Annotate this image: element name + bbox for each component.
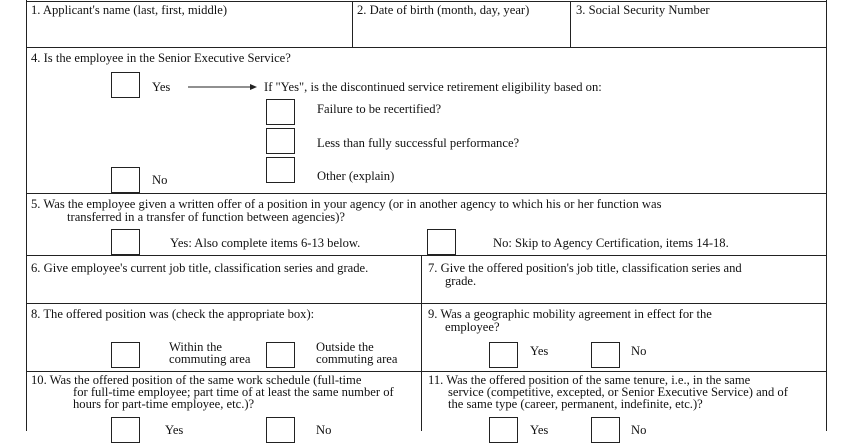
date-of-birth-label: 2. Date of birth (month, day, year) [357,3,530,17]
offer-yes-label: Yes: Also complete items 6-13 below. [170,236,361,250]
failure-recertified-checkbox[interactable] [266,99,295,125]
outside-commuting-label-line1: Outside the [316,340,374,354]
divider-q10-q11 [421,371,422,431]
tenure-no-label: No [631,423,647,437]
divider-q1-q2 [352,1,353,47]
offered-job-label-line2: grade. [445,274,477,288]
within-commuting-label-line2: commuting area [169,352,251,366]
less-than-successful-label: Less than fully successful performance? [317,136,520,150]
outside-commuting-label-line2: commuting area [316,352,398,366]
mobility-yes-label: Yes [530,344,549,358]
tenure-yes-checkbox[interactable] [489,417,518,443]
rule-q4 [26,193,827,194]
tenure-question-line3: the same type (career, permanent, indefinite, etc.)? [448,397,703,411]
work-schedule-question-line3: hours for part-time employee, etc.)? [73,397,255,411]
mobility-no-checkbox[interactable] [591,342,620,368]
ses-yes-label: Yes [152,80,171,94]
rule-q5 [26,255,827,256]
applicant-name-label: 1. Applicant's name (last, first, middle) [31,3,228,17]
offered-position-label: 8. The offered position was (check the appropriate box): [31,307,315,321]
less-than-successful-checkbox[interactable] [266,128,295,154]
ses-yes-checkbox[interactable] [111,72,140,98]
mobility-no-label: No [631,344,647,358]
offer-no-label: No: Skip to Agency Certification, items 14-18. [493,236,729,250]
schedule-no-checkbox[interactable] [266,417,295,443]
offer-yes-checkbox[interactable] [111,229,140,255]
divider-q2-q3 [570,1,571,47]
schedule-yes-checkbox[interactable] [111,417,140,443]
offered-job-label-line1: 7. Give the offered position's job title, classification series and [428,261,742,275]
tenure-question-line2: service (competitive, excepted, or Senior Executive Service) and of [448,385,788,399]
ses-no-label: No [152,173,168,187]
offer-no-checkbox[interactable] [427,229,456,255]
divider-q8-q9 [421,303,422,371]
tenure-question-line1: 11. Was the offered position of the same tenure, i.e., in the same [428,373,751,387]
rule-q8 [26,371,827,372]
rule-row1 [26,47,827,48]
failure-recertified-label: Failure to be recertified? [317,102,442,116]
mobility-agreement-label-line2: employee? [445,320,500,334]
ssn-label: 3. Social Security Number [576,3,710,17]
current-job-label: 6. Give employee's current job title, classification series and grade. [31,261,369,275]
ses-question: 4. Is the employee in the Senior Executive Service? [31,51,291,65]
rule-q6 [26,303,827,304]
divider-q6-q7 [421,255,422,303]
if-yes-label: If "Yes", is the discontinued service retirement eligibility based on: [264,80,602,94]
within-commuting-label-line1: Within the [169,340,223,354]
mobility-agreement-label-line1: 9. Was a geographic mobility agreement in effect for the [428,307,712,321]
written-offer-question-line1: 5. Was the employee given a written offer of a position in your agency (or in another agency to which his or her function was [31,197,662,211]
ses-no-checkbox[interactable] [111,167,140,193]
arrow-icon [188,82,258,92]
tenure-no-checkbox[interactable] [591,417,620,443]
within-commuting-checkbox[interactable] [111,342,140,368]
written-offer-question-line2: transferred in a transfer of function between agencies)? [67,210,345,224]
other-explain-checkbox[interactable] [266,157,295,183]
work-schedule-question-line2: for full-time employee; part time of at least the same number of [73,385,394,399]
rule-top [26,1,827,2]
other-explain-label: Other (explain) [317,169,395,183]
schedule-yes-label: Yes [165,423,184,437]
mobility-yes-checkbox[interactable] [489,342,518,368]
tenure-yes-label: Yes [530,423,549,437]
schedule-no-label: No [316,423,332,437]
outside-commuting-checkbox[interactable] [266,342,295,368]
work-schedule-question-line1: 10. Was the offered position of the same work schedule (full-time [31,373,362,387]
